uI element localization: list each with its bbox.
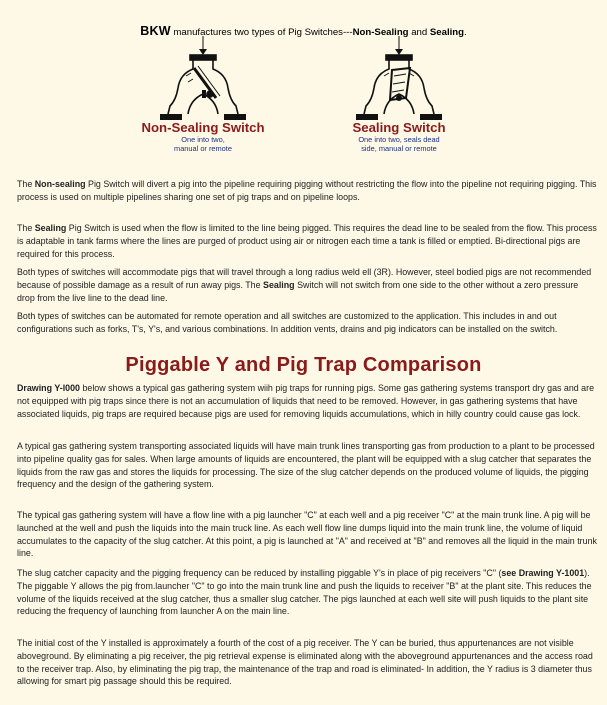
intro-type-sealing: Sealing (429, 27, 465, 38)
text: The (17, 223, 35, 233)
arrow-down-icon (198, 36, 208, 56)
intro-line (0, 24, 607, 38)
text: ). The piggable Y allows the pig from.launcher "C" to go into the main trunk line and push the liquids to receiver "B" at the plant site. This reduces the volume of the liquids received at the slug catcher, thus a smaller slug catcher. The pigs launched at each well site will push liquids to the plant site reducing the frequency of launching from launcher A on the main line. (17, 568, 592, 617)
caption-line: One into two, seals dead (358, 135, 440, 144)
text: Both types of switches will accommodate pigs that will travel through a long radius weld ell (3R). However, steel bodied pigs are not recommended because of possible damage as a result of run away pigs. The (17, 267, 592, 290)
paragraph-flow-line: The typical gas gathering system will have a flow line with a pig launcher "C" at each well and a pig receiver "C" at the main trunk line. A pig will be launched at the well and push the liquids into the main truck line. As each well flow line dumps liquid into the main trunk line, the volume of liquid accumulates to the capacity of the slug catcher. At this point, a pig is launched at "A" and received at "B" and removes all the liquid in the main trunk line. (17, 510, 597, 559)
paragraph-radius (17, 266, 597, 304)
paragraph-slug-catcher (17, 567, 597, 618)
text: The (17, 179, 35, 189)
non-sealing-switch-caption (128, 135, 278, 153)
intro-type-non-sealing: Non-Sealing (352, 27, 409, 38)
caption-line: One into two, (181, 135, 225, 144)
bold-term: Non-sealing (34, 179, 86, 189)
caption-line: manual or remote (174, 144, 232, 153)
brand-name: BKW (140, 24, 171, 38)
text: below shows a typical gas gathering system wiih pig traps for running pigs. Some gas gathering systems transport dry gas and are not equipped with pig traps since there is not an accumulation of liquids that need to be removed. However, in gas gathering systems that have associated liquids, pig traps are required because pigs are used for removing liquids accumulations, which in hilly country could cause gas lock. (17, 383, 595, 419)
paragraph-gathering-system: A typical gas gathering system transporting associated liquids will have main trunk lines transporting gas from production to a plant to be processed into pipeline quality gas for sales. When large amounts of liquids are encountered, the plant will be equipped with a slug catcher that separates the liquids from the raw gas and stores the liquids for processing. The size of the slug catcher depends on the produced volume of liquids, the pigging frequency and the design of the gathering system. (17, 441, 595, 490)
arrow-down-icon (394, 36, 404, 56)
text: Pig Switch is used when the flow is limited to the line being pigged. This requires the dead line to be sealed from the flow. This process is adaptable in tank farms where the lines are purged of product using air or nitrogen each time a tank is filled or emptied. Bi-directional pigs are required for this process. (17, 223, 597, 259)
sealing-switch-caption (324, 135, 474, 153)
section-heading: Piggable Y and Pig Trap Comparison (125, 354, 482, 376)
text: The slug catcher capacity and the pigging frequency can be reduced by installing piggable Y's in place of pig receivers "C" ( (17, 568, 502, 578)
text: Switch will not switch from one side to the other without a zero pressure drop from the live line to the dead line. (17, 279, 579, 303)
intro-and: and (408, 27, 430, 38)
sealing-switch-image (354, 54, 444, 122)
paragraph-sealing (17, 222, 597, 260)
sealing-switch-title: Sealing Switch (352, 120, 446, 135)
caption-line: side, manual or remote (361, 144, 437, 153)
paragraph-drawing-y1000 (17, 382, 597, 420)
text: Pig Switch will divert a pig into the pipeline requiring pigging without restricting the flow into the pipeline not requiring pigging. This process is used on multiple pipelines sharing one set of pig traps and on pipeline loops. (17, 179, 597, 202)
non-sealing-switch-image (158, 54, 248, 122)
intro-end: . (464, 27, 467, 38)
non-sealing-switch-title: Non-Sealing Switch (141, 120, 265, 135)
paragraph-initial-cost: The initial cost of the Y installed is approximately a fourth of the cost of a pig receiver. The Y can be buried, thus appurtenances are not visible aboveground. By eliminating a pig receiver, the pig retrieval expense is eliminated along with the aboveground appurtenances and the access road to the receiver trap. Also, by eliminating the pig trap, the maintenance of the trap and road is eliminated- In addition, the Y radius is 3 diameter thus allowing for smart pig passage should this be required. (17, 638, 593, 687)
bold-term: Sealing (34, 223, 67, 233)
bold-term: see Drawing Y-1001 (501, 568, 585, 578)
bold-term: Drawing Y-l000 (17, 383, 80, 393)
bold-term: Sealing (263, 279, 295, 290)
intro-text: manufactures two types of Pig Switches--- (170, 27, 353, 38)
paragraph-non-sealing (17, 178, 597, 204)
paragraph-automation: Both types of switches can be automated for remote operation and all switches are customized to the application. This includes in and out configurations such as forks, T's, Y's, and various combinations. In addition vents, drains and pig indicators can be installed on the switch. (17, 311, 558, 334)
